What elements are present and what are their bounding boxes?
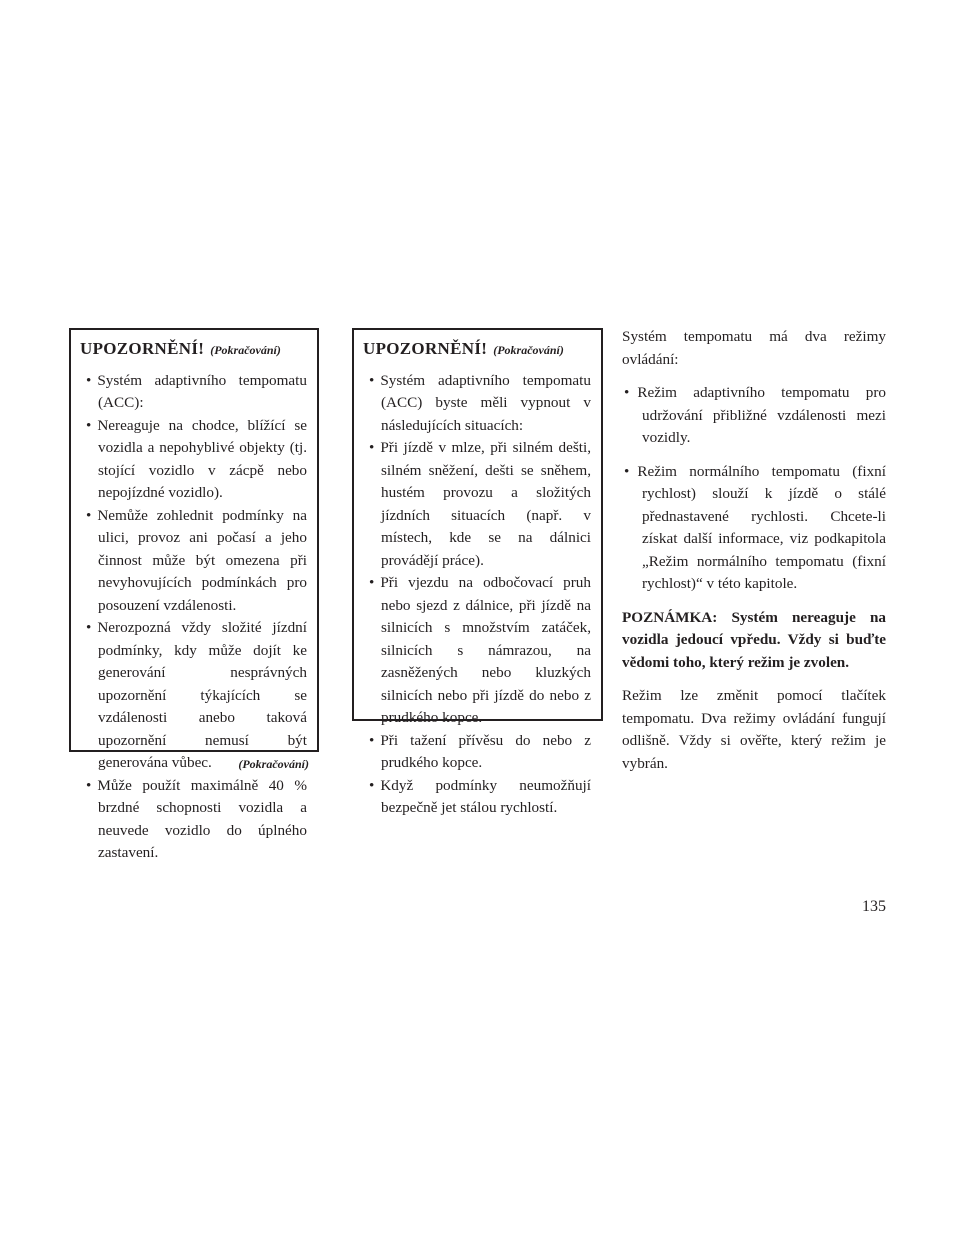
list-item: • Nemůže zohlednit podmínky na ulici, provoz ani počasí a jeho činnost může být omezena při nevyhovujících podmínkách pro posouzení vzdálenosti. [80, 505, 307, 618]
text-column [622, 326, 886, 786]
warning-title [363, 338, 591, 362]
body-paragraph: Režim lze změnit pomocí tlačítek tempomatu. Dva režimy ovládání fungují odlišně. Vždy si ověřte, který režim je vybrán. [622, 687, 886, 772]
warning-box-1 [69, 328, 319, 861]
continued-footer: (Pokračování) [238, 757, 309, 771]
continued-label: (Pokračování) [210, 343, 281, 357]
list-item: • Když podmínky neumožňují bezpečně jet stálou rychlostí. [363, 775, 591, 820]
list-item: • Při vjezdu na odbočovací pruh nebo sjezd z dálnice, při jízdě na silnicích s množstvím zatáček, silnicích s námrazou, na zasněžených nebo kluzkých silnicích nebo při jízdě do nebo z prudkého kopce. [363, 572, 591, 730]
list-item: • Při jízdě v mlze, při silném dešti, silném sněžení, dešti se sněhem, hustém provozu a složitých jízdních situacích (např. v místech, kde se na dálnici provádějí práce). [363, 437, 591, 572]
list-item: • Systém adaptivního tempomatu (ACC): [80, 370, 307, 415]
list-item: • Systém adaptivního tempomatu (ACC) byste měli vypnout v následujících situacích: [363, 370, 591, 438]
list-item: • Může použít maximálně 40 % brzdné schopnosti vozidla a neuvede vozidlo do úplného zastavení. [80, 775, 307, 865]
continued-label: (Pokračování) [493, 343, 564, 357]
mode-list [622, 382, 886, 596]
list-item: • Režim adaptivního tempomatu pro udržování přibližné vzdálenosti mezi vozidly. [622, 382, 886, 450]
page-number: 135 [862, 898, 886, 915]
note-paragraph: POZNÁMKA: Systém nereaguje na vozidla jedoucí vpředu. Vždy si buďte vědomi toho, který režim je zvolen. [622, 608, 886, 671]
warning-list [80, 370, 307, 865]
warning-title [80, 338, 307, 362]
warning-heading: UPOZORNĚNÍ! [80, 339, 205, 358]
list-item: • Při tažení přívěsu do nebo z prudkého kopce. [363, 730, 591, 775]
warning-list [363, 370, 591, 820]
list-item: • Režim normálního tempomatu (fixní rychlost) slouží k jízdě o stálé přednastavené rychlosti. Chcete-li získat další informace, viz podkapitola „Režim normálního tempomatu (fixní rychlost)“ v této kapitole. [622, 461, 886, 596]
list-item: • Nereaguje na chodce, blížící se vozidla a nepohyblivé objekty (tj. stojící vozidlo v zácpě nebo nepojízdné vozidlo). [80, 415, 307, 505]
warning-box-2 [352, 328, 603, 816]
warning-heading: UPOZORNĚNÍ! [363, 339, 488, 358]
list-item: • Nerozpozná vždy složité jízdní podmínky, kdy může dojít ke generování nesprávných upozornění týkajících se vzdálenosti anebo taková upozornění nemusí být generována vůbec. [80, 617, 307, 775]
intro-paragraph: Systém tempomatu má dva režimy ovládání: [622, 328, 886, 368]
